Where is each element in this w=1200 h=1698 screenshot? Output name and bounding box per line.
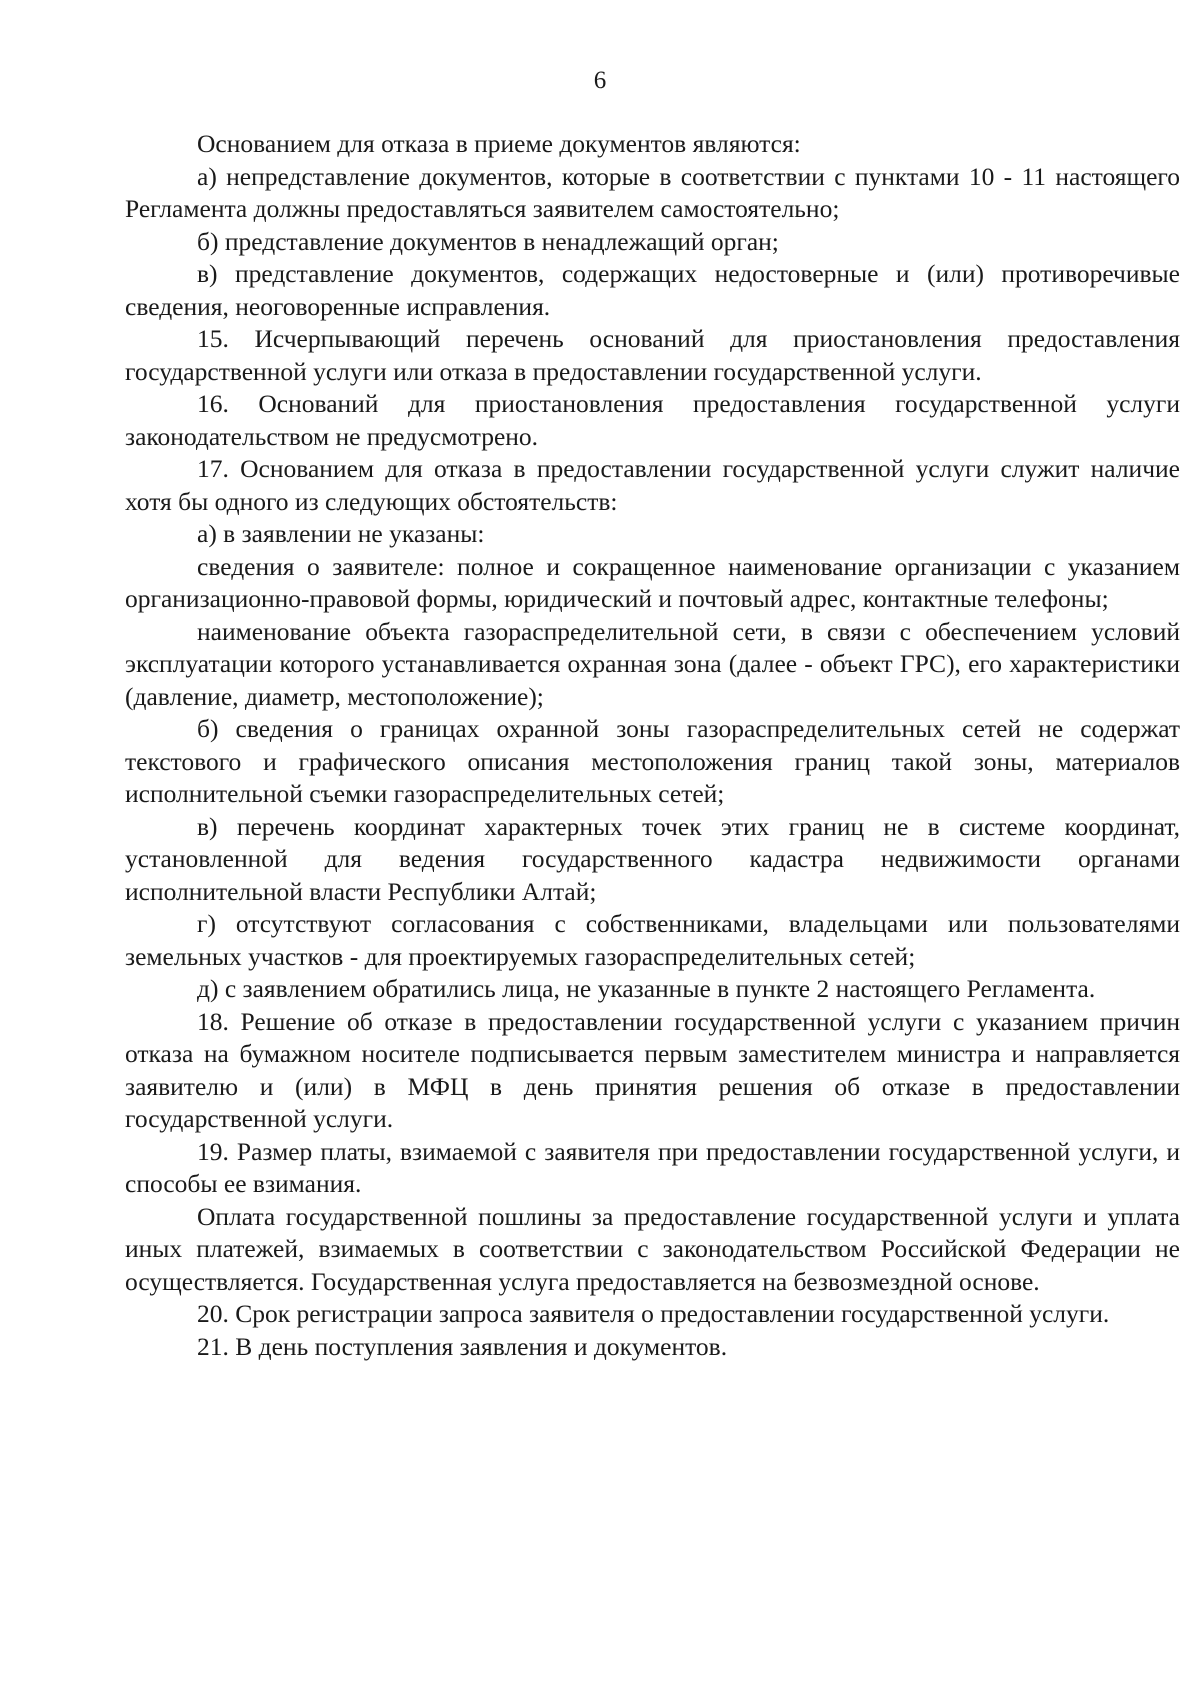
paragraph-clause-18: 18. Решение об отказе в предоставлении государственной услуги с указанием причин отказа на бумажном носителе подписывается первым заместителем министра и направляется заявителю и (или) в МФЦ в день принятия решения об отказе в предоставлении государственной услуги.	[125, 1006, 1180, 1133]
paragraph-refusal-item-b: б) представление документов в ненадлежащий орган;	[197, 226, 779, 256]
paragraph-clause-19: 19. Размер платы, взимаемой с заявителя при предоставлении государственной услуги, и способы ее взимания.	[125, 1136, 1180, 1198]
paragraph-clause-17-item-v: в) перечень координат характерных точек этих границ не в системе координат, установленной для ведения государственного кадастра недвижимости органами исполнительной власти Республики Алтай;	[125, 811, 1180, 906]
paragraph-fee-payment: Оплата государственной пошлины за предоставление государственной услуги и уплата иных платежей, взимаемых в соответствии с законодательством Российской Федерации не осуществляется. Государственная услуга предоставляется на безвозмездной основе.	[125, 1201, 1180, 1296]
paragraph-clause-16: 16. Оснований для приостановления предоставления государственной услуги законодательством не предусмотрено.	[125, 389, 1180, 451]
paragraph-clause-17-item-d: д) с заявлением обратились лица, не указанные в пункте 2 настоящего Регламента.	[197, 974, 1096, 1003]
paragraph-clause-17: 17. Основанием для отказа в предоставлении государственной услуги служит наличие хотя бы одного из следующих обстоятельств:	[125, 454, 1180, 516]
paragraph-clause-15: 15. Исчерпывающий перечень оснований для приостановления предоставления государственной услуги или отказа в предоставлении государственной услуги.	[125, 324, 1180, 386]
paragraph-refusal-grounds-intro: Основанием для отказа в приеме документов являются:	[197, 129, 801, 158]
paragraph-clause-20: 20. Срок регистрации запроса заявителя о предоставлении государственной услуги.	[197, 1299, 1110, 1328]
paragraph-object-name: наименование объекта газораспределительной сети, в связи с обеспечением условий эксплуатации которого устанавливается охранная зона (далее - объект ГРС), его характеристики (давление, диаметр, местоположение);	[125, 616, 1180, 711]
paragraph-clause-17-item-a: а) в заявлении не указаны:	[197, 519, 485, 548]
paragraph-refusal-item-a: а) непредставление документов, которые в соответствии с пунктами 10 - 11 настоящего Регламента должны предоставляться заявителем самостоятельно;	[125, 161, 1180, 223]
paragraph-clause-17-item-b: б) сведения о границах охранной зоны газораспределительных сетей не содержат текстового и графического описания местоположения границ такой зоны, материалов исполнительной съемки газораспределительных сетей;	[125, 714, 1180, 808]
paragraph-applicant-info: сведения о заявителе: полное и сокращенное наименование организации с указанием организационно-правовой формы, юридический и почтовый адрес, контактные телефоны;	[125, 551, 1180, 613]
paragraph-clause-17-item-g: г) отсутствуют согласования с собственниками, владельцами или пользователями земельных участков - для проектируемых газораспределительных сетей;	[125, 909, 1180, 971]
paragraph-refusal-item-v: в) представление документов, содержащих недостоверные и (или) противоречивые сведения, неоговоренные исправления.	[125, 259, 1180, 321]
paragraph-clause-21: 21. В день поступления заявления и документов.	[197, 1331, 728, 1361]
page-number: 6	[593, 67, 607, 94]
document-body	[125, 128, 1180, 1363]
